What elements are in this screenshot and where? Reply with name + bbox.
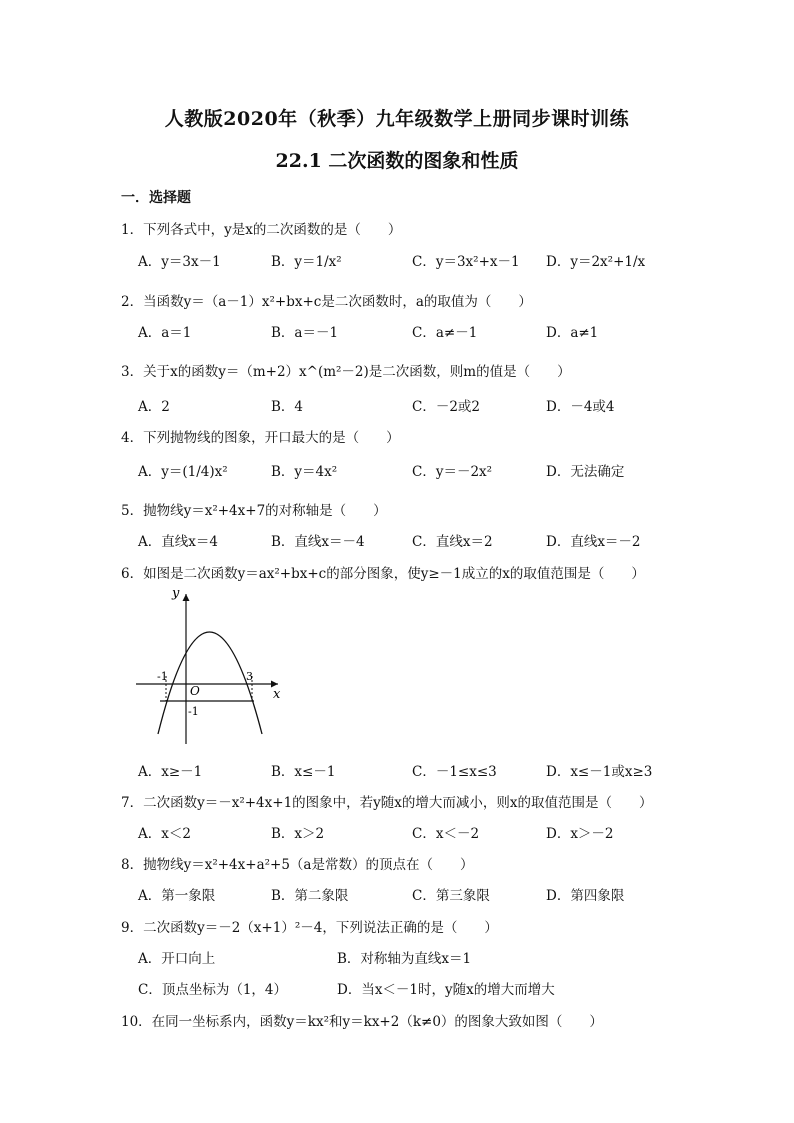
section-heading: 一．选择题 [121, 190, 191, 206]
q6-option-b: B．x≤－1 [271, 764, 336, 780]
question-9-stem: 9．二次函数y＝－2（x+1）²－4，下列说法正确的是（ ） [121, 920, 498, 936]
q8-option-a: A．第一象限 [138, 888, 216, 904]
q1-option-d: D．y＝2x²+1/x [546, 254, 646, 270]
q4-option-d: D．无法确定 [546, 464, 625, 480]
parabola-figure [128, 582, 288, 752]
q9-option-d: D．当x＜－1时，y随x的增大而增大 [337, 982, 555, 998]
q6-option-d: D．x≤－1或x≥3 [546, 764, 653, 780]
q3-option-a: A．2 [138, 399, 170, 415]
q1-option-b: B．y＝1/x² [271, 254, 342, 270]
tick-label-y-neg1: -1 [188, 705, 199, 718]
q6-option-c: C．－1≤x≤3 [412, 764, 497, 780]
q4-option-b: B．y＝4x² [271, 464, 338, 480]
title-line-2: 22.1 二次函数的图象和性质 [275, 150, 519, 172]
q2-option-b: B．a＝－1 [271, 325, 339, 341]
question-7-stem: 7．二次函数y＝－x²+4x+1的图象中，若y随x的增大而减小，则x的取值范围是（ ） [121, 795, 653, 811]
question-4-stem: 4．下列抛物线的图象，开口最大的是（ ） [121, 430, 400, 446]
q7-option-b: B．x＞2 [271, 826, 325, 842]
question-8-stem: 8．抛物线y＝x²+4x+a²+5（a是常数）的顶点在（ ） [121, 857, 474, 873]
question-1-stem: 1．下列各式中，y是x的二次函数的是（ ） [121, 222, 402, 238]
q6-option-a: A．x≥－1 [138, 764, 203, 780]
q1-option-a: A．y＝3x－1 [138, 254, 221, 270]
question-2-stem: 2．当函数y＝（a－1）x²+bx+c是二次函数时，a的取值为（ ） [121, 294, 532, 310]
q8-option-b: B．第二象限 [271, 888, 349, 904]
q7-option-a: A．x＜2 [138, 826, 191, 842]
question-5-stem: 5．抛物线y＝x²+4x+7的对称轴是（ ） [121, 503, 387, 519]
q3-option-d: D．－4或4 [546, 399, 615, 415]
q2-option-a: A．a＝1 [138, 325, 192, 341]
q3-option-b: B．4 [271, 399, 304, 415]
q7-option-c: C．x＜－2 [412, 826, 480, 842]
q9-option-a: A．开口向上 [138, 951, 216, 967]
q7-option-d: D．x＞－2 [546, 826, 614, 842]
parabola-curve [158, 632, 262, 734]
tick-label-x-3: 3 [246, 670, 253, 683]
q5-option-a: A．直线x＝4 [138, 534, 218, 550]
q1-option-c: C．y＝3x²+x－1 [412, 254, 520, 270]
q5-option-d: D．直线x＝－2 [546, 534, 641, 550]
question-3-stem: 3．关于x的函数y＝（m+2）x^(m²－2)是二次函数，则m的值是（ ） [121, 364, 571, 380]
q5-option-c: C．直线x＝2 [412, 534, 493, 550]
q2-option-d: D．a≠1 [546, 325, 599, 341]
question-10-stem: 10．在同一坐标系内，函数y＝kx²和y＝kx+2（k≠0）的图象大致如图（ ） [121, 1014, 603, 1030]
q2-option-c: C．a≠－1 [412, 325, 478, 341]
origin-label: O [190, 684, 200, 698]
title-line-1: 人教版2020年（秋季）九年级数学上册同步课时训练 [164, 108, 630, 130]
q8-option-c: C．第三象限 [412, 888, 490, 904]
q4-option-c: C．y＝－2x² [412, 464, 493, 480]
q8-option-d: D．第四象限 [546, 888, 625, 904]
y-axis-label: y [172, 586, 180, 601]
q4-option-a: A．y＝(1/4)x² [138, 464, 228, 480]
q9-option-b: B．对称轴为直线x＝1 [337, 951, 472, 967]
q9-option-c: C．顶点坐标为（1，4） [138, 982, 288, 998]
question-6-stem: 6．如图是二次函数y＝ax²+bx+c的部分图象，使y≥－1成立的x的取值范围是（ ） [121, 566, 645, 582]
q5-option-b: B．直线x＝－4 [271, 534, 365, 550]
x-axis-label: x [273, 687, 281, 702]
q3-option-c: C．－2或2 [412, 399, 481, 415]
tick-label-x-neg1: -1 [157, 670, 168, 683]
